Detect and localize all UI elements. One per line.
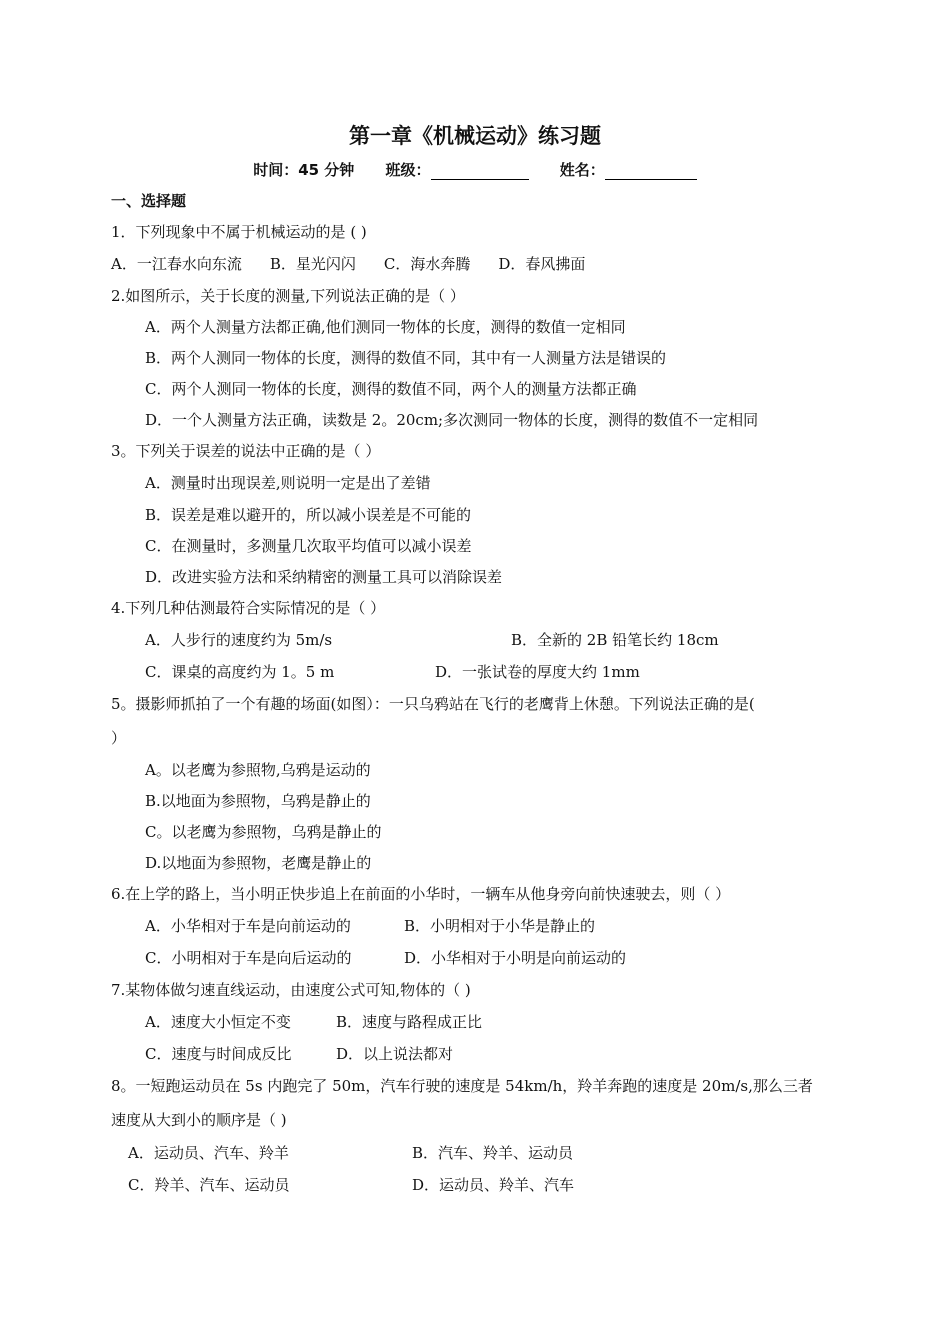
header-info [0,159,950,180]
q6-option-a: A．小华相对于车是向前运动的 [145,917,351,935]
q4-option-a: A．人步行的速度约为 5m/s [145,631,333,649]
q5-stem-cont: ） [111,729,127,747]
q2-option-d: D．一个人测量方法正确，读数是 2。20cm;多次测同一物体的长度，测得的数值不一定相同 [145,411,759,429]
q8-option-a: A．运动员、汽车、羚羊 [128,1144,289,1162]
q3-option-d: D．改进实验方法和采纳精密的测量工具可以消除误差 [145,568,503,586]
q7-option-c: C．速度与时间成反比 [145,1045,292,1063]
q1-stem: 1．下列现象中不属于机械运动的是 ( ) [111,223,367,241]
q3-option-c: C．在测量时，多测量几次取平均值可以减小误差 [145,537,472,555]
class-label: 班级： [385,161,431,179]
q4-stem: 4.下列几种估测最符合实际情况的是（ ） [111,599,386,617]
q8-option-c: C．羚羊、汽车、运动员 [128,1176,290,1194]
q2-option-a: A．两个人测量方法都正确,他们测同一物体的长度，测得的数值一定相同 [145,318,626,336]
q4-option-d: D．一张试卷的厚度大约 1mm [435,663,640,681]
q2-stem: 2.如图所示，关于长度的测量,下列说法正确的是（ ） [111,287,465,305]
q3-option-a: A．测量时出现误差,则说明一定是出了差错 [145,474,431,492]
q2-option-b: B．两个人测同一物体的长度，测得的数值不同，其中有一人测量方法是错误的 [145,349,667,367]
q8-option-b: B．汽车、羚羊、运动员 [412,1144,574,1162]
q8-option-d: D．运动员、羚羊、汽车 [412,1176,575,1194]
page-title: 第一章《机械运动》练习题 [349,124,601,148]
q4-option-b: B．全新的 2B 铅笔长约 18cm [511,631,719,649]
q5-option-a: A。以老鹰为参照物,乌鸦是运动的 [145,761,371,779]
class-blank [431,162,529,180]
q8-stem: 8。一短跑运动员在 5s 内跑完了 50m，汽车行驶的速度是 54km/h，羚羊奔跑的速度是 20m/s,那么三者 [111,1077,813,1095]
q4-option-c: C．课桌的高度约为 1。5 m [145,663,335,681]
q5-option-b: B.以地面为参照物，乌鸦是静止的 [145,792,371,810]
q7-option-d: D．以上说法都对 [336,1045,454,1063]
name-blank [605,162,697,180]
q5-option-c: C。以老鹰为参照物，乌鸦是静止的 [145,823,382,841]
section-heading: 一、选择题 [111,192,187,210]
q3-stem: 3。下列关于误差的说法中正确的是（ ） [111,442,381,460]
time-label: 时间：45 分钟 [253,161,355,179]
q6-option-c: C．小明相对于车是向后运动的 [145,949,352,967]
q6-stem: 6.在上学的路上，当小明正快步追上在前面的小华时，一辆车从他身旁向前快速驶去，则（ ） [111,885,731,903]
q7-stem: 7.某物体做匀速直线运动，由速度公式可知,物体的（ ) [111,981,471,999]
q6-option-d: D．小华相对于小明是向前运动的 [404,949,627,967]
q5-stem: 5。摄影师抓拍了一个有趣的场面(如图）：一只乌鸦站在飞行的老鹰背上休憩。下列说法正确的是( [111,695,755,713]
q6-option-b: B．小明相对于小华是静止的 [404,917,596,935]
q8-stem-cont: 速度从大到小的顺序是（ ) [111,1111,287,1129]
q7-option-b: B．速度与路程成正比 [336,1013,483,1031]
q3-option-b: B．误差是难以避开的，所以减小误差是不可能的 [145,506,472,524]
q1-option-a: A．一江春水向东流 [111,255,242,273]
q1-option-d: D．春风拂面 [498,255,586,273]
q5-option-d: D.以地面为参照物，老鹰是静止的 [145,854,372,872]
name-label: 姓名： [559,161,605,179]
q1-options [111,254,613,274]
q7-option-a: A．速度大小恒定不变 [145,1013,291,1031]
q2-option-c: C．两个人测同一物体的长度，测得的数值不同，两个人的测量方法都正确 [145,380,637,398]
q1-option-b: B．星光闪闪 [269,255,356,273]
q1-option-c: C．海水奔腾 [383,255,471,273]
